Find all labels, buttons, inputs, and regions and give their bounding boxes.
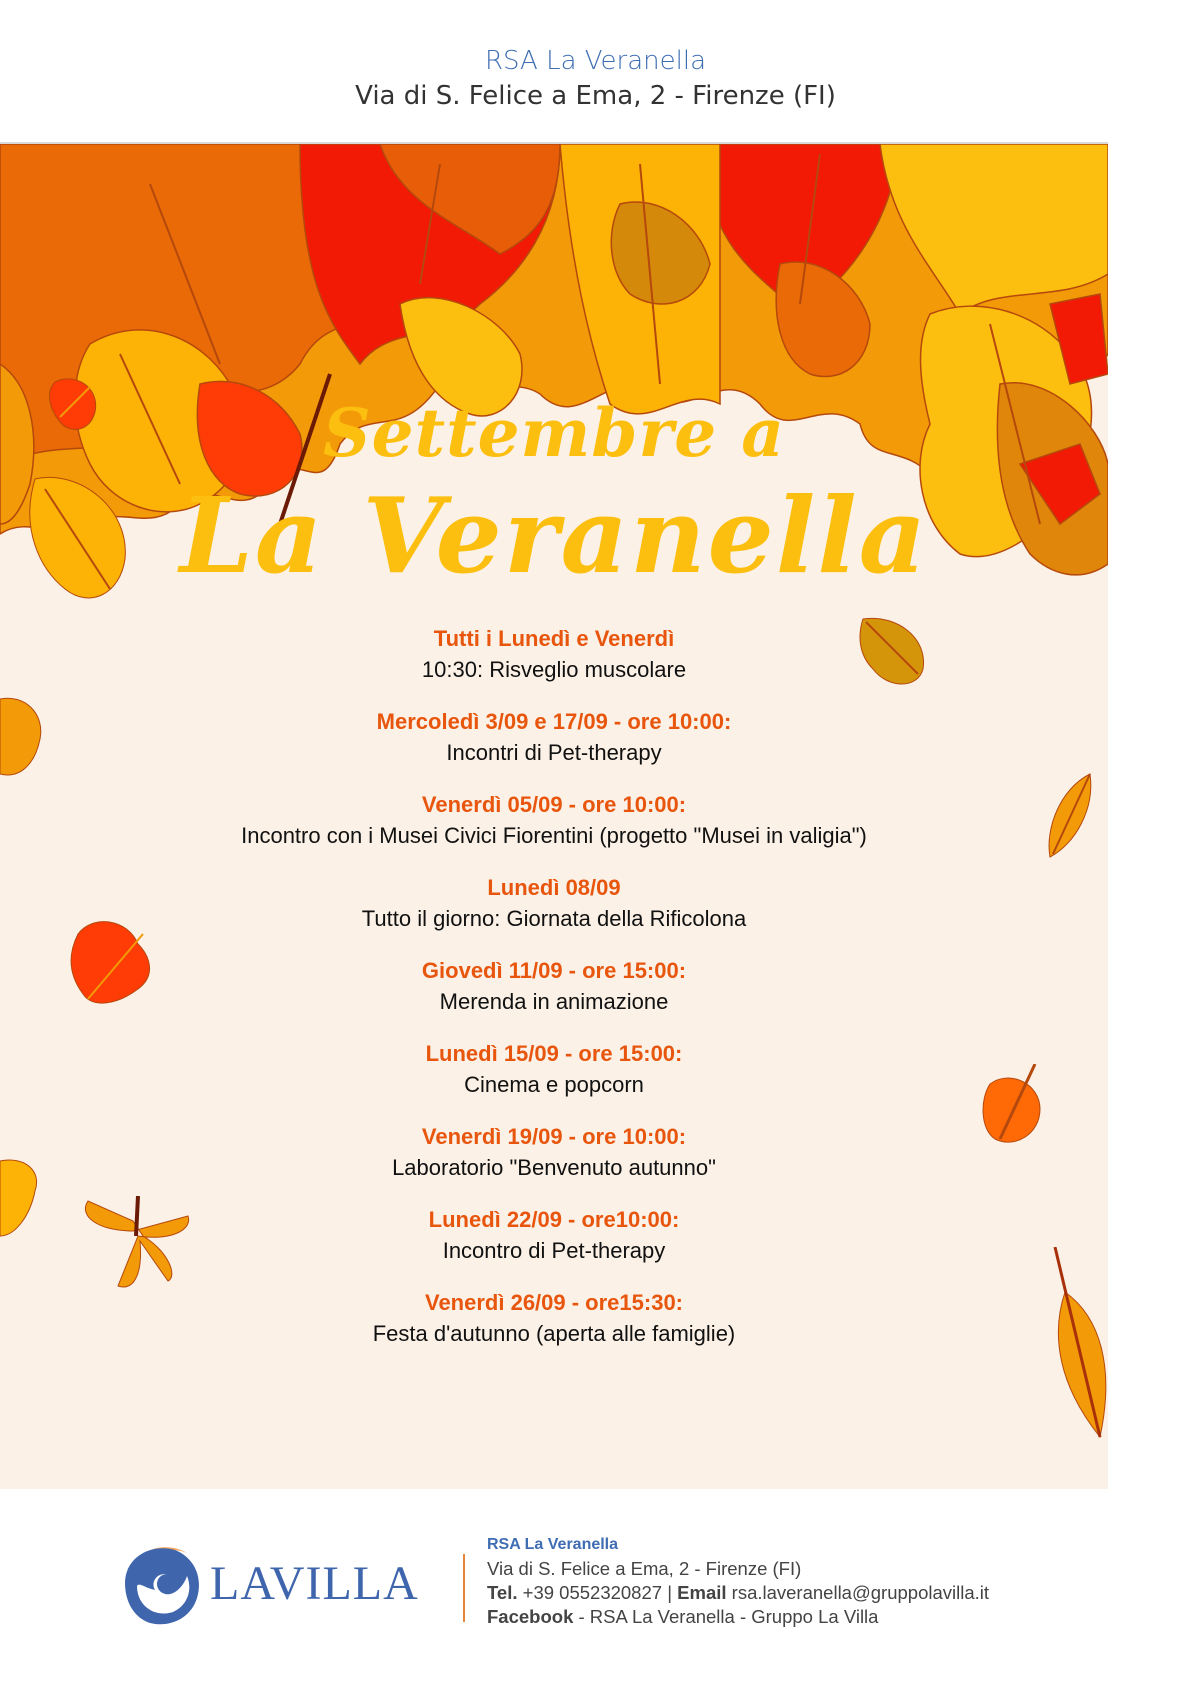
footer-org-name: RSA La Veranella [487,1536,619,1553]
event-item [0,707,1108,769]
event-item [0,1122,1108,1184]
header-org-name: RSA La Veranella [484,46,707,76]
event-description: Festa d'autunno (aperta alle famiglie) [372,1321,736,1346]
event-item [0,1205,1108,1267]
tel-value[interactable]: +39 0552320827 [522,1582,663,1603]
event-description: Incontro di Pet-therapy [442,1238,666,1263]
lavilla-logo-icon [115,1538,205,1628]
event-item [0,956,1108,1018]
event-description: Laboratorio "Benvenuto autunno" [392,1155,716,1180]
lavilla-logo [115,1538,445,1628]
event-date: Venerdì 05/09 - ore 10:00: [421,792,687,817]
tel-label: Tel. [487,1582,518,1603]
event-item [0,624,1108,686]
event-description: Incontro con i Musei Civici Fiorentini (progetto "Musei in valigia") [241,823,867,848]
footer-contact [487,1533,989,1629]
event-list [0,624,1108,1371]
email-value[interactable]: rsa.laveranella@gruppolavilla.it [731,1582,990,1603]
event-date: Lunedì 15/09 - ore 15:00: [425,1041,683,1066]
event-description: Incontri di Pet-therapy [446,740,662,765]
event-item [0,873,1108,935]
footer-divider [463,1554,465,1622]
event-description: Tutto il giorno: Giornata della Rificolona [361,906,747,931]
event-date: Lunedì 08/09 [487,875,621,900]
event-date: Lunedì 22/09 - ore10:00: [428,1207,680,1232]
page-footer [0,1530,1191,1640]
email-label: Email [677,1582,727,1603]
event-date: Tutti i Lunedì e Venerdì [433,626,675,651]
event-date: Venerdì 19/09 - ore 10:00: [421,1124,687,1149]
event-date: Mercoledì 3/09 e 17/09 - ore 10:00: [376,709,732,734]
lavilla-wordmark: LAVILLA [210,1557,419,1610]
event-poster [0,142,1108,1489]
event-description: Cinema e popcorn [464,1072,644,1097]
poster-title-line2: La Veranella [179,474,929,597]
event-date: Giovedì 11/09 - ore 15:00: [421,958,687,983]
header-address: Via di S. Felice a Ema, 2 - Firenze (FI) [355,81,836,111]
footer-tel-email-line [487,1581,989,1605]
footer-address: Via di S. Felice a Ema, 2 - Firenze (FI) [487,1558,802,1579]
facebook-label: Facebook [487,1606,574,1627]
separator: | [667,1582,673,1603]
page-header [0,44,1191,114]
event-description: 10:30: Risveglio muscolare [421,657,687,682]
event-item [0,1039,1108,1101]
footer-facebook-line [487,1605,989,1629]
poster-title-line1: Settembre a [322,394,786,472]
event-item [0,790,1108,852]
event-date: Venerdì 26/09 - ore15:30: [424,1290,684,1315]
facebook-value[interactable]: - RSA La Veranella - Gruppo La Villa [578,1606,879,1627]
event-item [0,1288,1108,1350]
event-description: Merenda in animazione [439,989,669,1014]
